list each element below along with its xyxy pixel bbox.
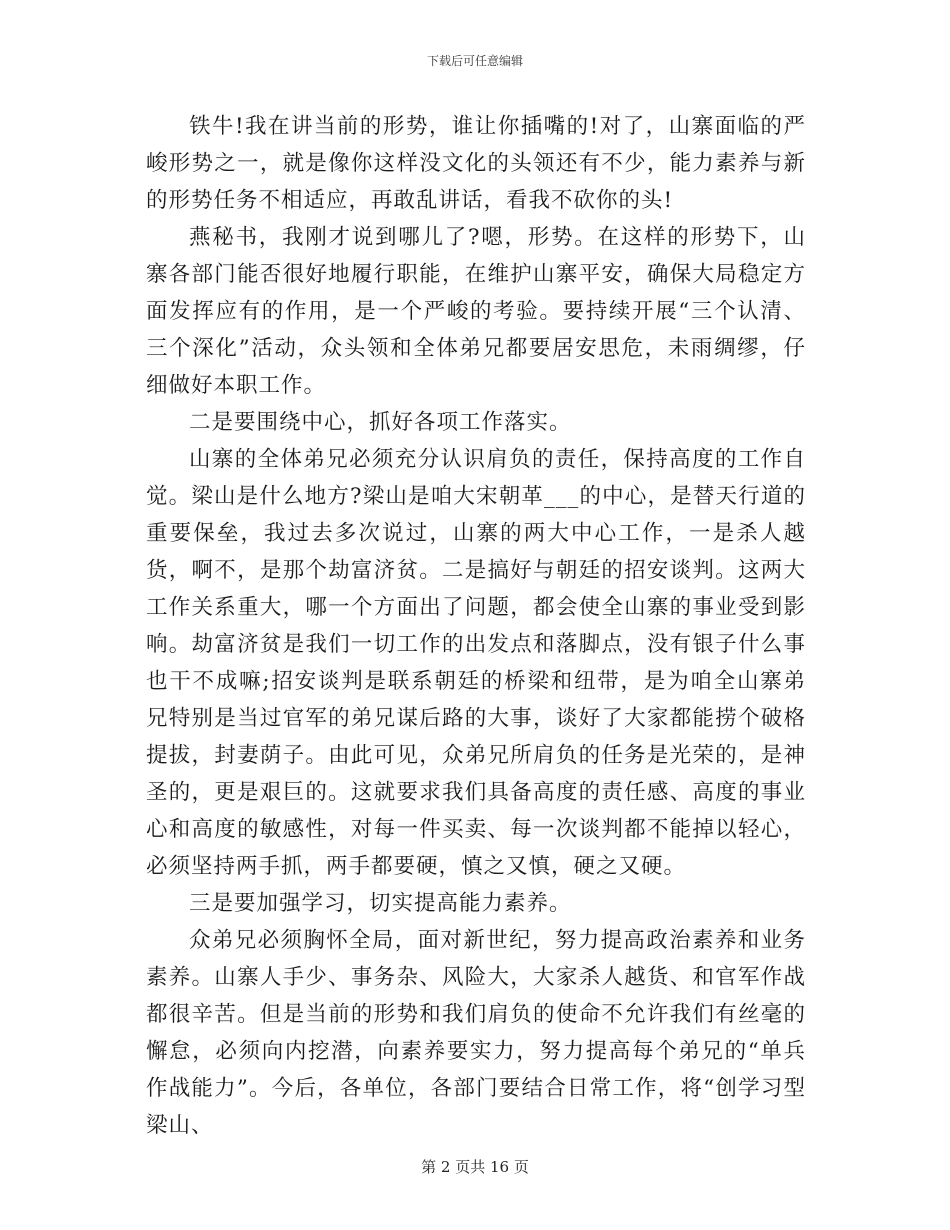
paragraph: 铁牛!我在讲当前的形势，谁让你插嘴的!对了，山寨面临的严峻形势之一，就是像你这样没文化的头领还有不少，能力素养与新的形势任务不相适应，再敢乱讲话，看我不砍你的头! xyxy=(146,114,806,213)
paragraph: 燕秘书，我刚才说到哪儿了?嗯，形势。在这样的形势下，山寨各部门能否很好地履行职能，在维护山寨平安，确保大局稳定方面发挥应有的作用，是一个严峻的考验。要持续开展“三个认清、三个深化”活动，众头领和全体弟兄都要居安思危，未雨绸缪，仔细做好本职工作。 xyxy=(146,225,806,398)
paragraph: 众弟兄必须胸怀全局，面对新世纪，努力提高政治素养和业务素养。山寨人手少、事务杂、风险大，大家杀人越货、和官军作战都很辛苦。但是当前的形势和我们肩负的使命不允许我们有丝毫的懈怠，必须向内挖潜，向素养要实力，努力提高每个弟兄的“单兵作战能力”。今后，各单位，各部门要结合日常工作，将“创学习型梁山、 xyxy=(146,928,806,1138)
paragraph: 山寨的全体弟兄必须充分认识肩负的责任，保持高度的工作自觉。梁山是什么地方?梁山是咱大宋朝革___的中心，是替天行道的重要保垒，我过去多次说过，山寨的两大中心工作，一是杀人越货，啊不，是那个劫富济贫。二是搞好与朝廷的招安谈判。这两大工作关系重大，哪一个方面出了问题，都会使全山寨的事业受到影响。劫富济贫是我们一切工作的出发点和落脚点，没有银子什么事也干不成嘛;招安谈判是联系朝廷的桥梁和纽带，是为咱全山寨弟兄特别是当过官军的弟兄谋后路的大事，谈好了大家都能捞个破格提拔，封妻荫子。由此可见，众弟兄所肩负的任务是光荣的，是神圣的，更是艰巨的。这就要求我们具备高度的责任感、高度的事业心和高度的敏感性，对每一件买卖、每一次谈判都不能掉以轻心，必须坚持两手抓，两手都要硬，慎之又慎，硬之又硬。 xyxy=(146,447,806,879)
section-heading: 二是要围绕中心，抓好各项工作落实。 xyxy=(189,410,572,435)
page-header: 下载后可任意编辑 xyxy=(426,54,523,68)
document-body xyxy=(146,108,806,1144)
page-number: 第 2 页共 16 页 xyxy=(421,1158,529,1176)
section-heading: 三是要加强学习，切实提高能力素养。 xyxy=(189,891,572,916)
